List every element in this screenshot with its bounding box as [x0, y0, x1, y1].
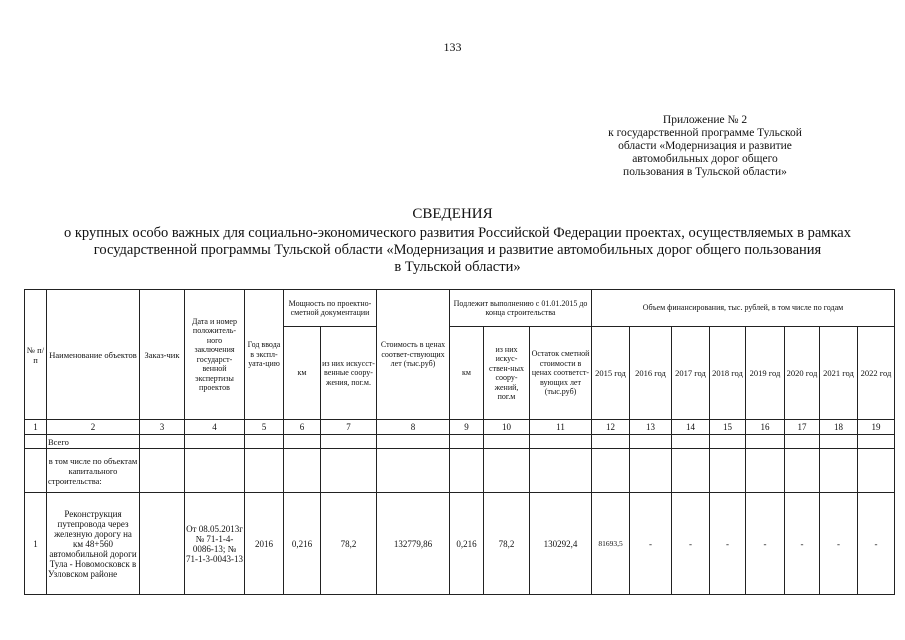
header-year-2020: 2020 год: [785, 327, 820, 420]
column-number: 8: [377, 420, 450, 435]
column-number: 6: [284, 420, 321, 435]
header-remaining-structures: из них искус-ствен-ных соору-жений, пог.м: [484, 327, 530, 420]
subtotal-label: в том числе по объектам капитального строительства:: [47, 449, 140, 493]
column-number: 14: [672, 420, 710, 435]
header-year-2018: 2018 год: [710, 327, 746, 420]
row-cost: 132779,86: [377, 493, 450, 595]
row-year-2019: -: [746, 493, 785, 595]
subtotal-row: [25, 449, 895, 493]
column-number: 10: [484, 420, 530, 435]
header-num: № п/п: [25, 290, 47, 420]
header-capacity-km: км: [284, 327, 321, 420]
header-financing-group: Объем финансирования, тыс. рублей, в том числе по годам: [592, 290, 895, 327]
column-number: 17: [785, 420, 820, 435]
total-label: Всего: [47, 435, 140, 449]
row-year-2020: -: [785, 493, 820, 595]
header-capacity-structures: из них искусст-венные соору-жения, пог.м.: [321, 327, 377, 420]
column-number: 9: [450, 420, 484, 435]
header-remaining-km: км: [450, 327, 484, 420]
row-remaining-cost: 130292,4: [530, 493, 592, 595]
row-year-2021: -: [820, 493, 858, 595]
header-year-2017: 2017 год: [672, 327, 710, 420]
appendix-line: пользования в Тульской области»: [623, 166, 787, 178]
page-number: 133: [443, 40, 462, 54]
column-number: 16: [746, 420, 785, 435]
document-subtitle: [30, 225, 885, 276]
appendix-line: области «Модернизация и развитие: [618, 140, 792, 152]
header-year-2019: 2019 год: [746, 327, 785, 420]
header-remaining-cost: Остаток сметной стоимости в ценах соответст-вующих лет (тыс.руб): [530, 327, 592, 420]
row-customer: [140, 493, 185, 595]
column-number: 12: [592, 420, 630, 435]
header-year-2022: 2022 год: [858, 327, 895, 420]
row-name: Реконструкция путепровода через железную дорогу на км 48+560 автомобильной дороги Тула - Новомосковск в Узловском районе: [47, 493, 140, 595]
header-name: Наименование объектов: [47, 290, 140, 420]
row-num: 1: [25, 493, 47, 595]
header-cost: Стоимость в ценах соответ-ствующих лет (тыс.руб): [377, 290, 450, 420]
row-year-2015: 81693,5: [592, 493, 630, 595]
row-year-2016: -: [630, 493, 672, 595]
column-number: 7: [321, 420, 377, 435]
header-year: Год ввода в экспл-уата-цию: [245, 290, 284, 420]
projects-table: [24, 289, 895, 595]
header-year-2021: 2021 год: [820, 327, 858, 420]
row-year-2017: -: [672, 493, 710, 595]
subtitle-line: о крупных особо важных для социально-экономического развития Российской Федерации проектах, осуществляемых в рамках: [63, 225, 851, 241]
header-year-2015: 2015 год: [592, 327, 630, 420]
appendix-note: [590, 114, 820, 179]
row-year: 2016: [245, 493, 284, 595]
header-capacity-group: Мощность по проектно-сметной документации: [284, 290, 377, 327]
column-number: 19: [858, 420, 895, 435]
row-capacity-structures: 78,2: [321, 493, 377, 595]
appendix-line: Приложение № 2: [662, 114, 748, 126]
table-row: [25, 493, 895, 595]
column-number: 13: [630, 420, 672, 435]
subtitle-line: государственной программы Тульской области «Модернизация и развитие автомобильных дорог общего пользования: [93, 242, 822, 258]
column-number: 18: [820, 420, 858, 435]
column-number: 2: [47, 420, 140, 435]
row-conclusion: От 08.05.2013г № 71-1-4-0086-13; № 71-1-3-0043-13: [185, 493, 245, 595]
column-number: 5: [245, 420, 284, 435]
appendix-line: автомобильных дорог общего: [632, 153, 778, 165]
column-number: 11: [530, 420, 592, 435]
appendix-line: к государственной программе Тульской: [608, 127, 802, 139]
header-customer: Заказ-чик: [140, 290, 185, 420]
document-title: СВЕДЕНИЯ: [412, 206, 493, 222]
row-capacity-km: 0,216: [284, 493, 321, 595]
row-remaining-km: 0,216: [450, 493, 484, 595]
header-year-2016: 2016 год: [630, 327, 672, 420]
total-row: [25, 435, 895, 449]
subtitle-line: в Тульской области»: [394, 259, 521, 275]
column-number: 3: [140, 420, 185, 435]
row-year-2018: -: [710, 493, 746, 595]
column-number: 15: [710, 420, 746, 435]
row-remaining-structures: 78,2: [484, 493, 530, 595]
header-conclusion: Дата и номер положитель-ного заключения государст-венной экспертизы проектов: [185, 290, 245, 420]
column-number: 4: [185, 420, 245, 435]
row-year-2022: -: [858, 493, 895, 595]
column-number: 1: [25, 420, 47, 435]
header-remaining-group: Подлежит выполнению с 01.01.2015 до конца строительства: [450, 290, 592, 327]
